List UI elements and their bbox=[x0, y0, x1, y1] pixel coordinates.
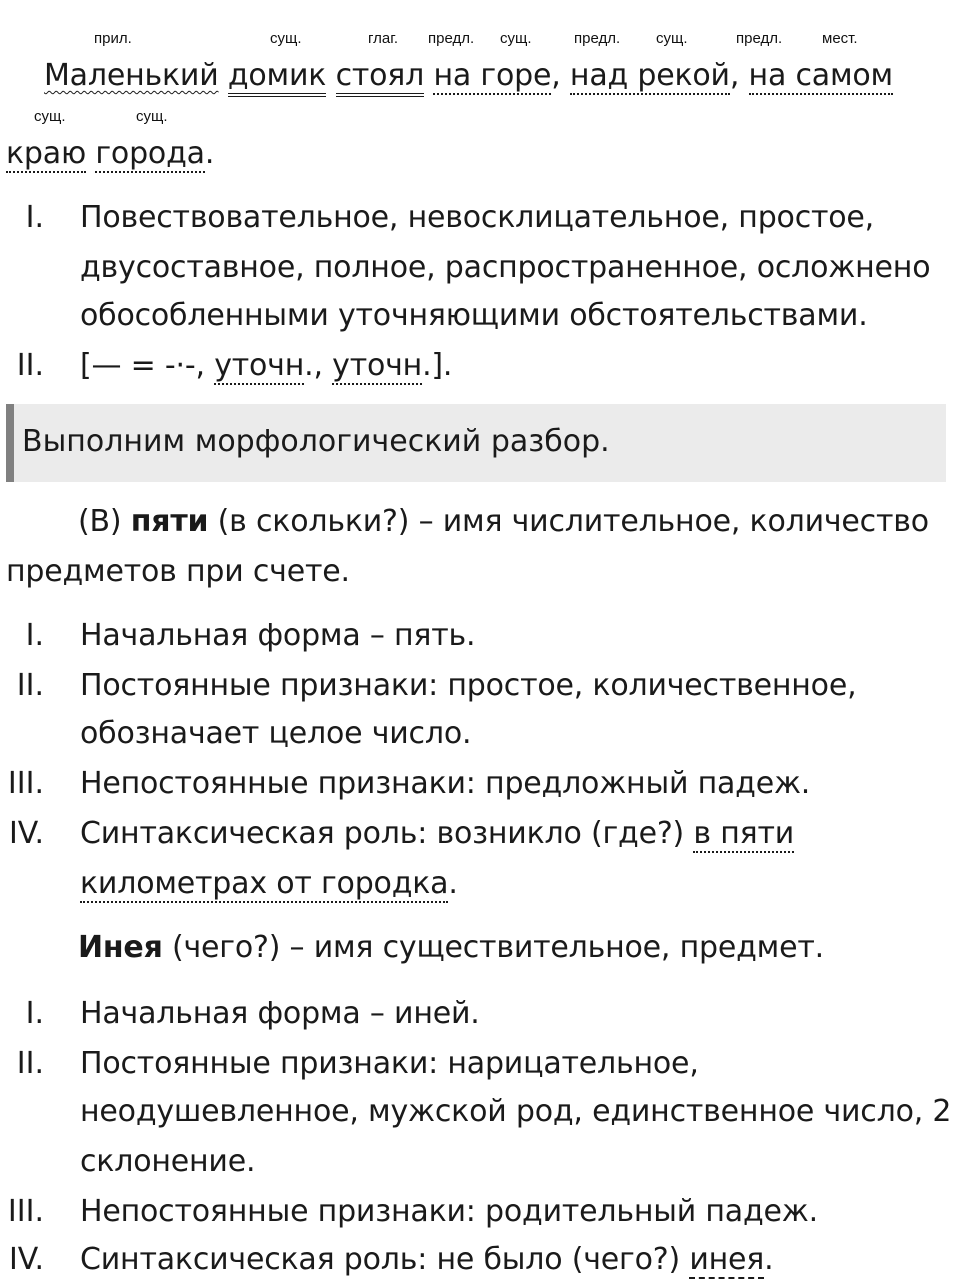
word2-item: Непостоянные признаки: родительный падеж. bbox=[80, 1194, 818, 1229]
pos-label-prep: предл. bbox=[574, 30, 621, 47]
sentence-word-adverbial-3-cont: города bbox=[95, 136, 205, 171]
word2-definition bbox=[78, 930, 824, 966]
pos-label-prep: предл. bbox=[736, 30, 783, 47]
sentence-period: . bbox=[204, 136, 215, 171]
pos-label-noun: сущ. bbox=[136, 108, 168, 125]
word2-item: Постоянные признаки: нарицательное, bbox=[80, 1046, 699, 1081]
sentence-word-adverbial-3-cont: краю bbox=[6, 136, 87, 171]
pos-label-noun: сущ. bbox=[34, 108, 66, 125]
analysis-line: обособленными уточняющими обстоятельствами. bbox=[80, 298, 868, 333]
list-number: I. bbox=[25, 996, 44, 1031]
pos-label-prep: предл. bbox=[428, 30, 475, 47]
word1-item: Непостоянные признаки: предложный падеж. bbox=[80, 766, 811, 801]
word1-role-underlined: километрах от городка bbox=[80, 866, 449, 901]
word1-role-underlined: в пяти bbox=[693, 816, 795, 851]
list-number: I. bbox=[25, 618, 44, 653]
list-number: IV. bbox=[8, 1242, 44, 1277]
word2-item: неодушевленное, мужской род, единственное число, 2 bbox=[80, 1094, 952, 1129]
word2-item: Начальная форма – иней. bbox=[80, 996, 480, 1031]
word1-item: Начальная форма – пять. bbox=[80, 618, 476, 653]
sentence-word-adverbial-3: на самом bbox=[748, 58, 893, 93]
word1-item: обозначает целое число. bbox=[80, 716, 472, 751]
list-number: II. bbox=[16, 1046, 44, 1081]
word1-definition bbox=[78, 504, 929, 540]
sentence-comma: , bbox=[729, 58, 740, 93]
sentence-word-adverbial-1: на горе bbox=[433, 58, 552, 93]
sentence-word-adverbial-2: над рекой bbox=[569, 58, 730, 93]
section-heading: Выполним морфологический разбор. bbox=[22, 424, 610, 459]
list-number: I. bbox=[25, 200, 44, 235]
scheme-part: ., bbox=[304, 348, 333, 383]
word2-role-underlined: инея bbox=[689, 1242, 765, 1277]
word1-definition-text: (в скольки?) – имя числительное, количество bbox=[208, 504, 929, 539]
list-number: III. bbox=[7, 1194, 44, 1229]
sentence-word-predicate: стоял bbox=[336, 58, 425, 97]
scheme-part: уточн bbox=[214, 348, 305, 383]
sentence-word-subject: домик bbox=[228, 58, 326, 97]
word1-prefix: (В) bbox=[78, 504, 131, 539]
word1-item bbox=[80, 816, 794, 852]
analysis-line: Повествовательное, невосклицательное, простое, bbox=[80, 200, 875, 235]
pos-label-adj: прил. bbox=[94, 30, 132, 47]
list-number: IV. bbox=[8, 816, 44, 851]
word2-role-end: . bbox=[764, 1242, 774, 1277]
word1-item: Постоянные признаки: простое, количественное, bbox=[80, 668, 857, 703]
list-number: II. bbox=[16, 668, 44, 703]
scheme-part: [— = -·-, bbox=[80, 348, 215, 383]
word2-role-text: Синтаксическая роль: не было (чего?) bbox=[80, 1242, 690, 1277]
pos-label-noun: сущ. bbox=[270, 30, 302, 47]
word2-item bbox=[80, 1242, 774, 1278]
word1-role-text: Синтаксическая роль: возникло (где?) bbox=[80, 816, 694, 851]
word1-term: пяти bbox=[130, 504, 209, 539]
scheme-part: .]. bbox=[422, 348, 453, 383]
list-number: II. bbox=[16, 348, 44, 383]
word1-definition-cont: предметов при счете. bbox=[6, 554, 350, 589]
pos-label-verb: глаг. bbox=[368, 30, 399, 47]
sentence-word-adjective: Маленький bbox=[44, 58, 219, 93]
sentence-comma: , bbox=[551, 58, 561, 93]
word2-term: Инея bbox=[78, 930, 163, 965]
word1-role-end: . bbox=[448, 866, 458, 901]
pos-label-pron: мест. bbox=[822, 30, 858, 47]
parsed-sentence-line-1 bbox=[44, 58, 893, 94]
pos-label-noun: сущ. bbox=[656, 30, 688, 47]
word1-item bbox=[80, 866, 458, 902]
list-number: III. bbox=[7, 766, 44, 801]
scheme-part: уточн bbox=[332, 348, 423, 383]
word2-item: склонение. bbox=[80, 1144, 256, 1179]
analysis-line: двусоставное, полное, распространенное, осложнено bbox=[80, 250, 931, 285]
word2-definition-text: (чего?) – имя существительное, предмет. bbox=[162, 930, 824, 965]
parsed-sentence-line-2 bbox=[6, 136, 214, 172]
pos-label-noun: сущ. bbox=[500, 30, 532, 47]
sentence-scheme bbox=[80, 348, 452, 384]
